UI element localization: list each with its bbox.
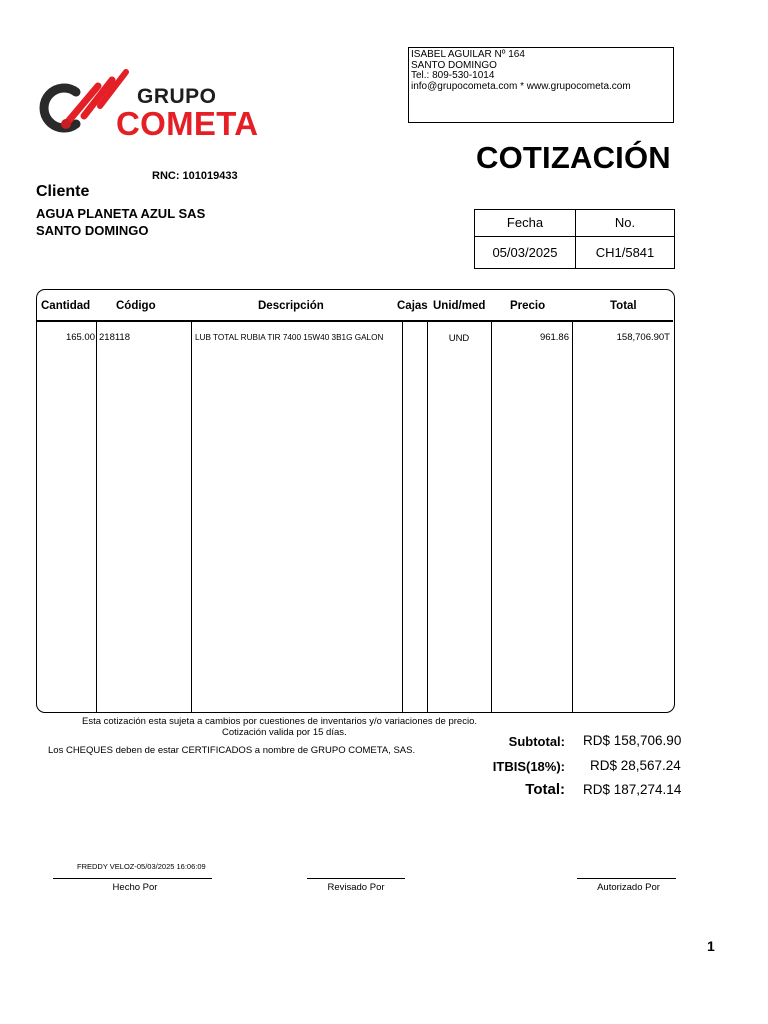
logo-text-cometa: COMETA	[116, 105, 259, 142]
address-line: Tel.: 809-530-1014	[411, 70, 495, 81]
page-number: 1	[707, 938, 715, 954]
address-line: ISABEL AGUILAR Nº 164	[411, 49, 525, 60]
revisado-por-label: Revisado Por	[327, 882, 385, 893]
signature-line-revisado	[307, 878, 405, 879]
hecho-por-label: Hecho Por	[112, 882, 158, 893]
number-label: No.	[614, 215, 636, 230]
column-divider	[427, 321, 428, 712]
items-table	[36, 289, 675, 713]
column-divider	[96, 321, 97, 712]
fecha-value: 05/03/2025	[492, 245, 558, 260]
client-label: Cliente	[36, 183, 90, 200]
address-line: SANTO DOMINGO	[411, 59, 497, 71]
header-precio: Precio	[510, 300, 546, 312]
made-by-stamp: FREDDY VELOZ-05/03/2025 16:06:09	[77, 862, 206, 871]
header-divider	[37, 320, 673, 322]
document-title: COTIZACIÓN	[476, 140, 671, 175]
signature-line-autorizado	[577, 878, 676, 879]
total-value: RD$ 187,274.14	[583, 782, 682, 797]
header-codigo: Código	[116, 300, 156, 312]
divider	[475, 236, 674, 237]
cell-codigo: 218118	[99, 332, 130, 343]
address-line: info@grupocometa.com * www.grupocometa.com	[411, 80, 631, 92]
subtotal-label: Subtotal:	[508, 734, 565, 749]
header-cajas: Cajas	[397, 300, 428, 312]
client-name: AGUA PLANETA AZUL SAS	[36, 206, 206, 221]
column-divider	[402, 321, 403, 712]
header-total: Total	[610, 300, 637, 312]
total-label: Total:	[525, 781, 565, 798]
column-divider	[572, 321, 573, 712]
number-value: CH1/5841	[595, 245, 655, 260]
itbis-label: ITBIS(18%):	[492, 759, 565, 774]
fecha-label: Fecha	[506, 215, 544, 230]
signature-line-hecho	[53, 878, 212, 879]
autorizado-por-label: Autorizado Por	[597, 882, 660, 893]
note-conditions: Esta cotización esta sujeta a cambios por cuestiones de inventarios y/o variaciones de precio.	[82, 716, 477, 727]
header-descripcion: Descripción	[258, 300, 324, 312]
header-unidad: Unid/med	[433, 300, 486, 312]
cell-cantidad: 165.00	[65, 332, 95, 343]
company-rnc: RNC: 101019433	[152, 170, 238, 182]
cell-unidad: UND	[448, 333, 470, 344]
note-cheques: Los CHEQUES deben de estar CERTIFICADOS a nombre de GRUPO COMETA, SAS.	[48, 745, 416, 756]
cell-descripcion: LUB TOTAL RUBIA TIR 7400 15W40 3B1G GALON	[195, 333, 384, 342]
company-address-box	[408, 47, 674, 123]
cell-precio: 961.86	[539, 332, 569, 343]
itbis-value: RD$ 28,567.24	[590, 758, 681, 773]
column-divider	[191, 321, 192, 712]
note-validity: Cotización valida por 15 días.	[222, 727, 347, 738]
cell-total: 158,706.90T	[616, 332, 670, 343]
date-number-box	[474, 209, 675, 269]
logo-text-grupo: GRUPO	[137, 85, 217, 108]
subtotal-value: RD$ 158,706.90	[583, 733, 682, 748]
column-divider	[491, 321, 492, 712]
client-city: SANTO DOMINGO	[36, 223, 149, 238]
header-cantidad: Cantidad	[41, 300, 91, 312]
